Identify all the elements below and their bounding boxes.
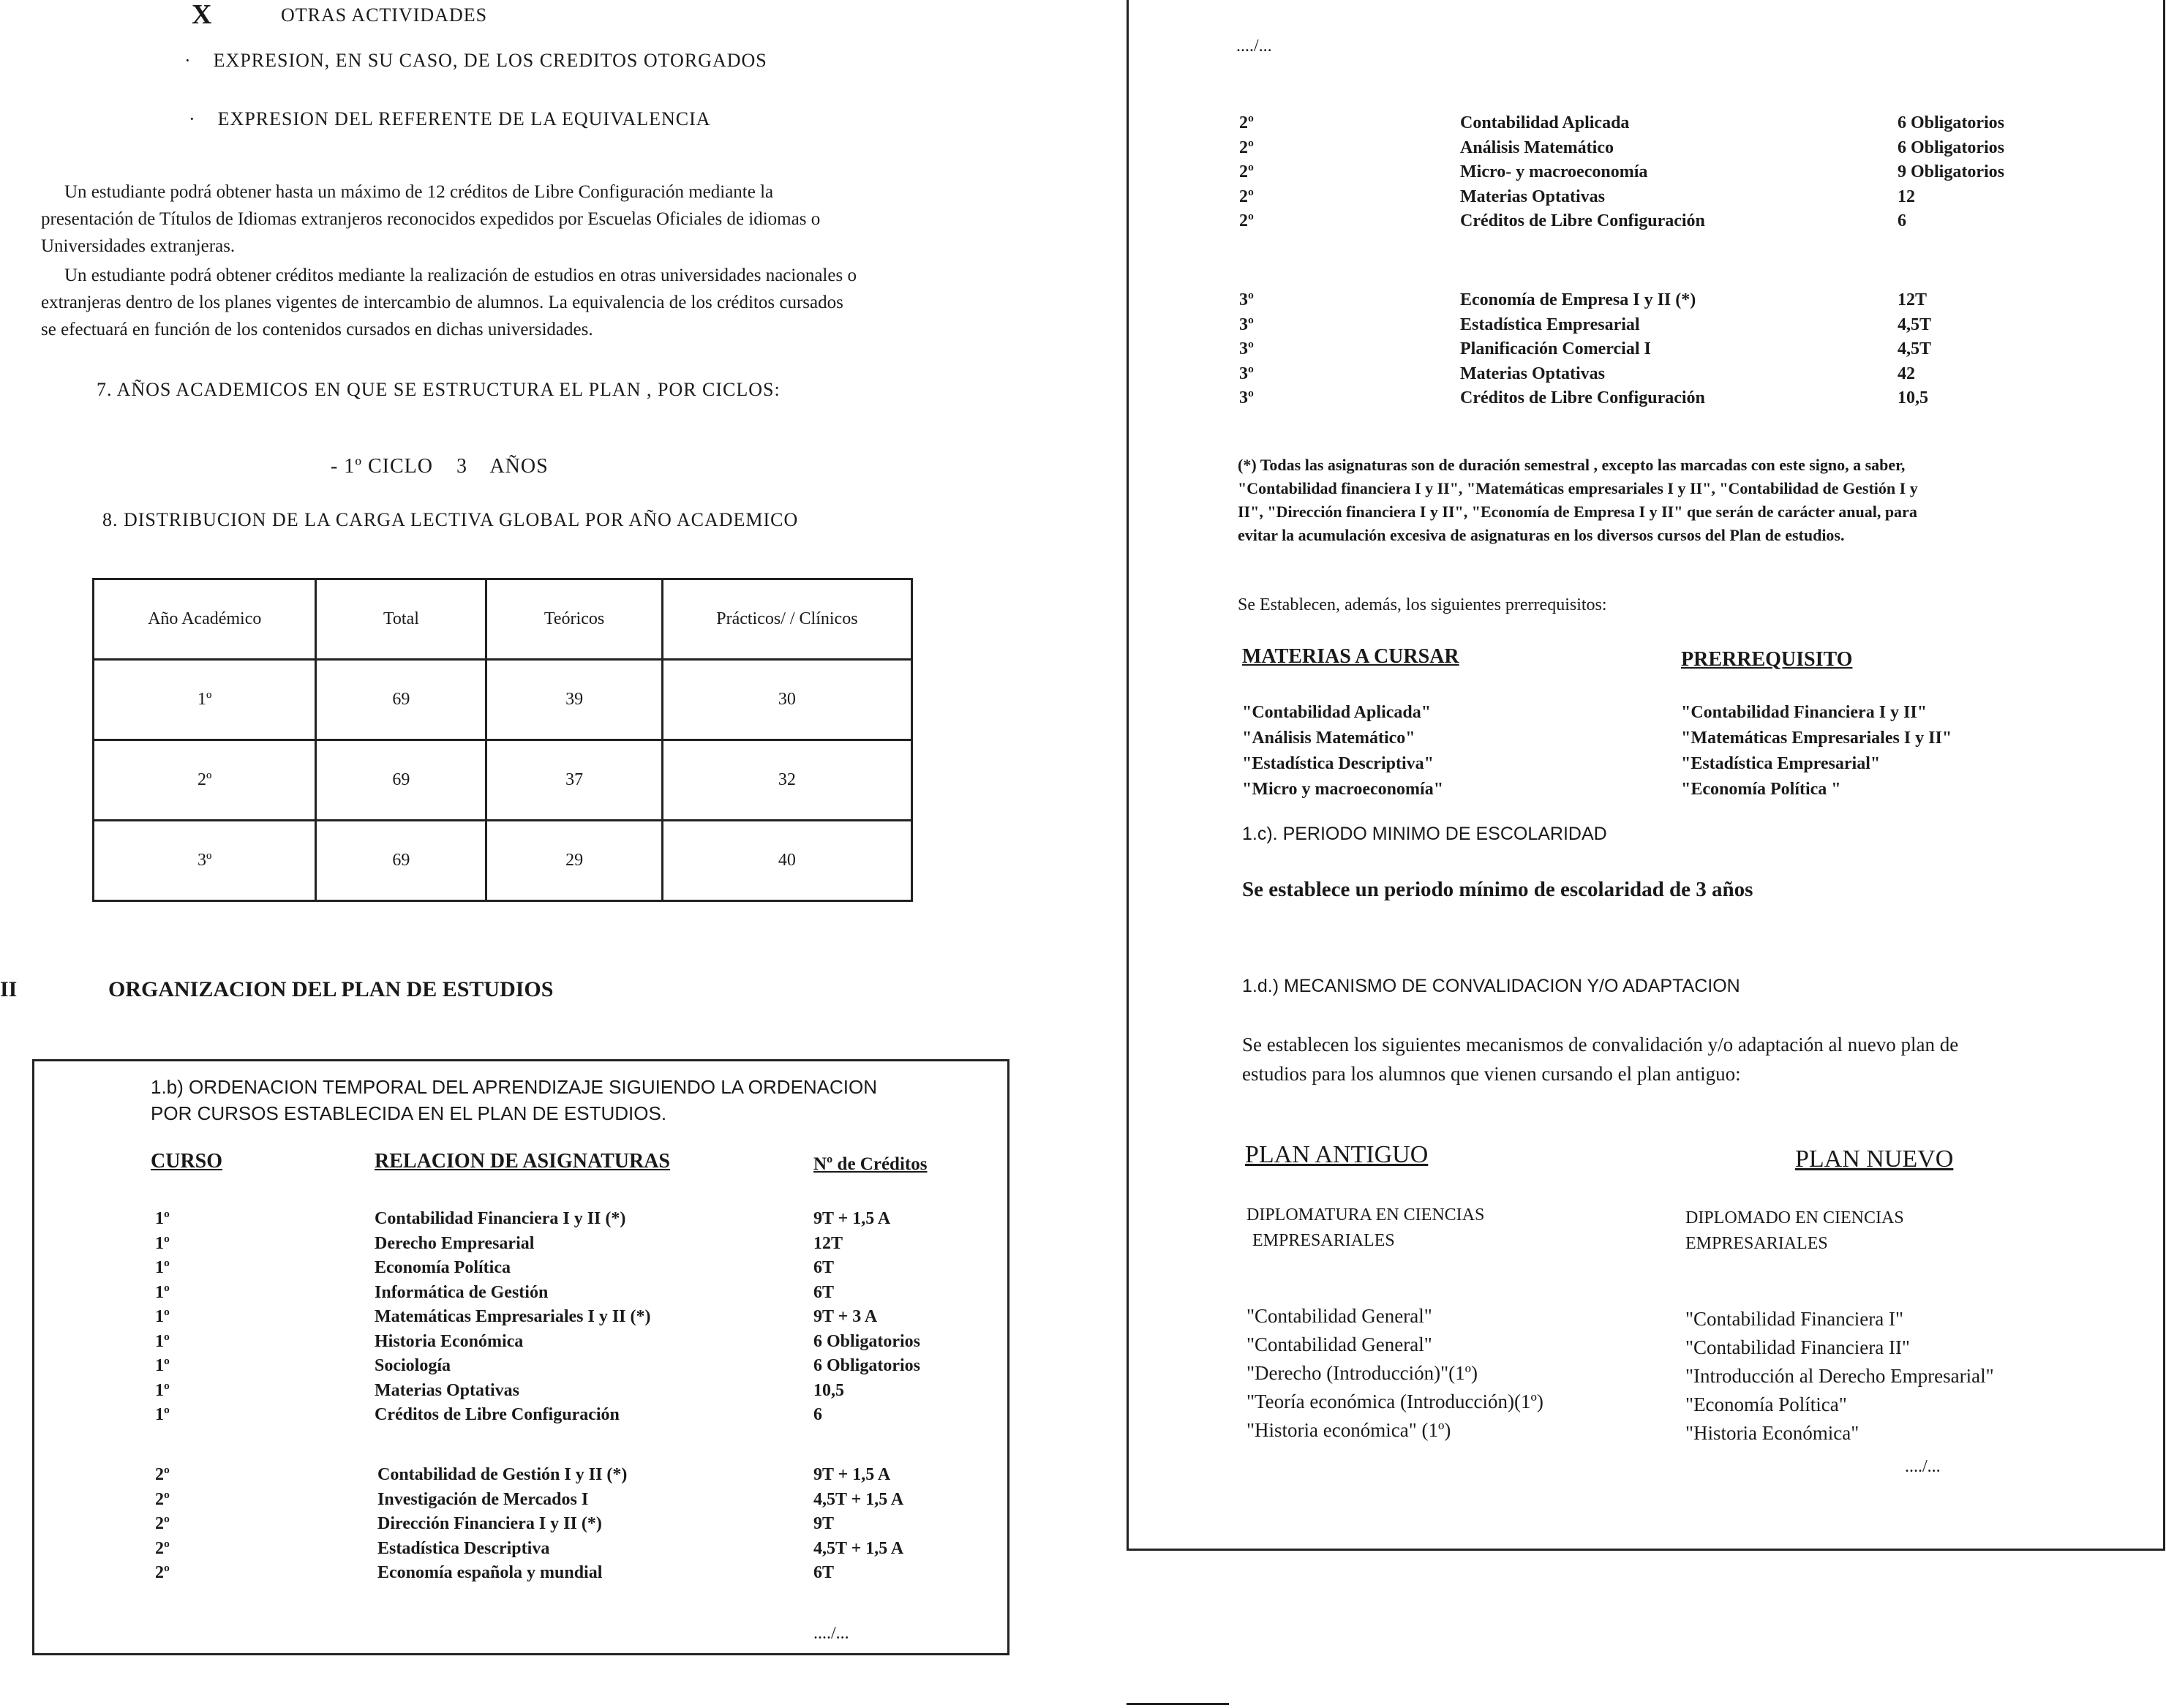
box-continuation: ..../... (813, 1624, 849, 1643)
prereq-col-materias: MATERIAS A CURSAR (1242, 645, 1459, 668)
box-rows1-asignatura: Contabilidad Financiera I y II (*) Derecho Empresarial Economía Política Informática de Gestión Matemáticas Empresariales I y II (*) Historia Económica Sociología Materias Optativas Créditos de Libre Configuración (375, 1209, 651, 1424)
periodo-text: Se establece un periodo mínimo de escolaridad de 3 años (1242, 878, 1753, 901)
table-row: 2º 69 37 32 (94, 740, 912, 821)
item-8-heading: 8. DISTRIBUCION DE LA CARGA LECTIVA GLOBAL POR AÑO ACADEMICO (102, 509, 799, 530)
table-header-ano: Año Académico (94, 579, 316, 660)
bullet-creditos: · EXPRESION, EN SU CASO, DE LOS CREDITOS OTORGADOS (184, 50, 767, 71)
paragraph-idiomas: Un estudiante podrá obtener hasta un máximo de 12 créditos de Libre Configuración mediante la presentación de Títulos de Idiomas extranjeros reconocidos expedidos por Escuelas Oficiales de idiomas o Universidades extranjeras. (41, 182, 821, 256)
plan-nuevo-list: "Contabilidad Financiera I" "Contabilidad Financiera II" "Introducción al Derecho Empresarial" "Economía Política" "Historia Económica" (1685, 1308, 1994, 1444)
paragraph-intercambio: Un estudiante podrá obtener créditos mediante la realización de estudios en otras universidades nacionales o extranjeras dentro de los planes vigentes de intercambio de alumnos. La equivalencia de los créditos cursados se efectuará en función de los contenidos cursados en dichas universidades. (41, 266, 857, 339)
table-header-practicos: Prácticos/ / Clínicos (662, 579, 911, 660)
right-rows2-creditos: 6 Obligatorios 6 Obligatorios 9 Obligatorios 12 6 (1898, 113, 2005, 230)
plan-antiguo-heading: PLAN ANTIGUO (1245, 1141, 1429, 1168)
plan-nuevo-subtitle: DIPLOMADO EN CIENCIAS EMPRESARIALES (1685, 1208, 1904, 1253)
col-relacion-header: RELACION DE ASIGNATURAS (375, 1150, 671, 1173)
ciclo-line: - 1º CICLO 3 AÑOS (331, 455, 549, 478)
right-rows3-curso: 3º 3º 3º 3º 3º (1239, 290, 1254, 407)
semestral-note: (*) Todas las asignaturas son de duración semestral , excepto las marcadas con este signo, a saber, "Contabilidad financiera I y II", "Matemáticas empresariales I y II", "Contabilidad de Gestión I y II", "Dirección financiera I y II", "Economía de Empresa I y II" que serán de carácter anual, para evitar la acumulación excesiva de asignaturas en los diversos cursos del Plan de estudios. (1238, 456, 1918, 544)
plan-nuevo-heading: PLAN NUEVO (1795, 1145, 1954, 1173)
mecanismo-heading: 1.d.) MECANISMO DE CONVALIDACION Y/O ADAPTACION (1242, 976, 1740, 996)
item-7-heading: 7. AÑOS ACADEMICOS EN QUE SE ESTRUCTURA EL PLAN , POR CICLOS: (97, 379, 781, 400)
prereq-materias-list: "Contabilidad Aplicada" "Análisis Matemático" "Estadística Descriptiva" "Micro y macroeconomía" (1242, 703, 1444, 799)
prereq-col-prerrequisito: PRERREQUISITO (1681, 648, 1853, 671)
col-curso-header: CURSO (151, 1150, 223, 1173)
col-creditos-header: Nº de Créditos (813, 1154, 928, 1174)
right-continuation-top: ..../... (1236, 37, 1272, 56)
plan-antiguo-subtitle: DIPLOMATURA EN CIENCIAS EMPRESARIALES (1246, 1205, 1485, 1250)
box-rows1-curso: 1º 1º 1º 1º 1º 1º 1º 1º 1º (155, 1209, 170, 1424)
table-row: 3º 69 29 40 (94, 821, 912, 901)
section-x-title: OTRAS ACTIVIDADES (281, 4, 488, 26)
plan-antiguo-list: "Contabilidad General" "Contabilidad General" "Derecho (Introducción)"(1º) "Teoría económica (Introducción)(1º) "Historia económica" (1º) (1246, 1305, 1543, 1441)
table-header-teoricos: Teóricos (486, 579, 662, 660)
table-row: 1º 69 39 30 (94, 660, 912, 740)
right-rows3-asignatura: Economía de Empresa I y II (*) Estadística Empresarial Planificación Comercial I Materias Optativas Créditos de Libre Configuración (1460, 290, 1705, 407)
prereq-intro: Se Establecen, además, los siguientes prerrequisitos: (1238, 595, 1607, 614)
section-ii-number: II (0, 977, 18, 1001)
ordenacion-heading: 1.b) ORDENACION TEMPORAL DEL APRENDIZAJE SIGUIENDO LA ORDENACION POR CURSOS ESTABLECIDA EN EL PLAN DE ESTUDIOS. (151, 1076, 878, 1124)
section-x-number: X (192, 0, 212, 30)
right-continuation-bottom: ..../... (1905, 1457, 1941, 1476)
mecanismo-text: Se establecen los siguientes mecanismos de convalidación y/o adaptación al nuevo plan de estudios para los alumnos que vienen cursando el plan antiguo: (1242, 1034, 1959, 1085)
box-rows2-asignatura: Contabilidad de Gestión I y II (*) Investigación de Mercados I Dirección Financiera I y II (*) Estadística Descriptiva Economía española y mundial (377, 1465, 628, 1582)
box-rows1-creditos: 9T + 1,5 A 12T 6T 6T 9T + 3 A 6 Obligatorios 6 Obligatorios 10,5 6 (813, 1209, 921, 1424)
right-rows2-asignatura: Contabilidad Aplicada Análisis Matemático Micro- y macroeconomía Materias Optativas Créditos de Libre Configuración (1460, 113, 1705, 230)
box-rows2-creditos: 9T + 1,5 A 4,5T + 1,5 A 9T 4,5T + 1,5 A 6T (813, 1465, 904, 1582)
right-rows3-creditos: 12T 4,5T 4,5T 42 10,5 (1898, 290, 1932, 407)
carga-lectiva-table (92, 578, 913, 902)
footer-rule (1127, 1703, 1229, 1705)
periodo-heading: 1.c). PERIODO MINIMO DE ESCOLARIDAD (1242, 824, 1607, 844)
section-ii-title: ORGANIZACION DEL PLAN DE ESTUDIOS (108, 977, 554, 1001)
box-rows2-curso: 2º 2º 2º 2º 2º (155, 1465, 170, 1582)
bullet-referente: · EXPRESION DEL REFERENTE DE LA EQUIVALENCIA (189, 108, 711, 129)
right-rows2-curso: 2º 2º 2º 2º 2º (1239, 113, 1254, 230)
prereq-requisito-list: "Contabilidad Financiera I y II" "Matemáticas Empresariales I y II" "Estadística Empresarial" "Economía Política " (1681, 703, 1952, 799)
table-header-total: Total (316, 579, 486, 660)
